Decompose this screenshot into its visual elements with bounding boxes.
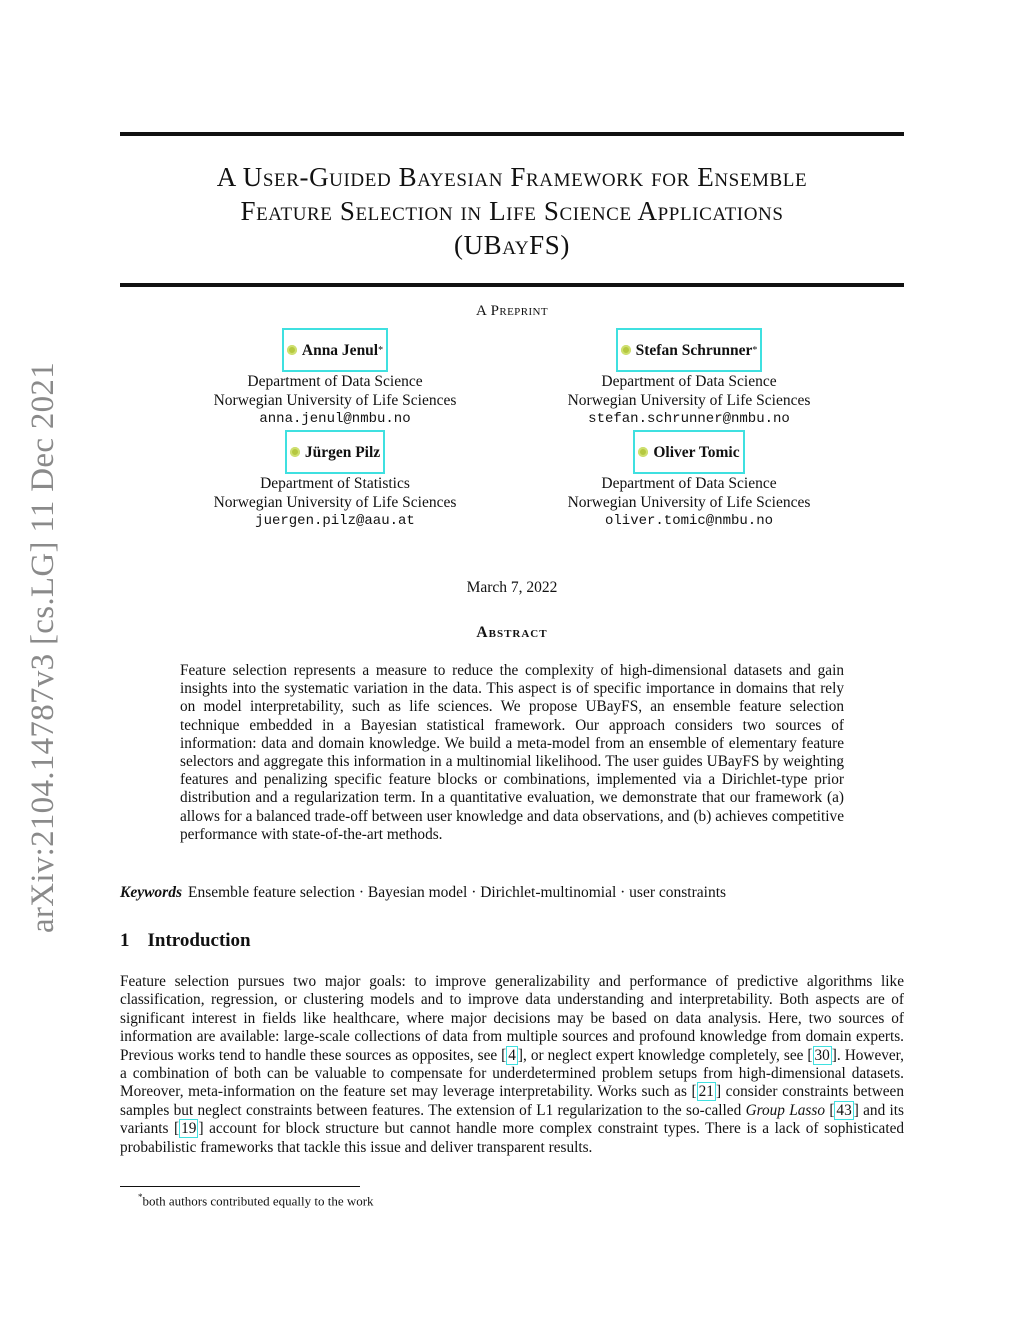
author-name-link[interactable] <box>282 328 388 372</box>
author-mark: * <box>378 344 384 356</box>
author-dept: Department of Data Science <box>601 475 777 492</box>
keywords-label: Keywords <box>120 884 182 901</box>
citation-link[interactable]: 21 <box>698 1083 714 1101</box>
citation-link[interactable]: 43 <box>836 1101 852 1119</box>
author-dept: Department of Data Science <box>247 373 423 390</box>
citation-link[interactable]: 30 <box>814 1046 830 1064</box>
citation-link[interactable]: 4 <box>508 1046 516 1064</box>
preprint-label: A Preprint <box>476 303 548 319</box>
keywords <box>120 884 904 902</box>
author-name: Anna Jenul <box>301 341 379 359</box>
text-run: [ <box>825 1101 835 1119</box>
author-email[interactable]: juergen.pilz@aau.at <box>255 513 415 529</box>
author-block <box>185 444 485 531</box>
author-block <box>539 444 839 531</box>
title-bottom-rule <box>120 283 904 287</box>
author-name-link[interactable] <box>633 430 744 474</box>
author-name-link[interactable] <box>616 328 763 372</box>
section-number: 1 <box>120 930 130 951</box>
orcid-icon[interactable] <box>621 345 631 355</box>
keywords-list: Ensemble feature selection · Bayesian model · Dirichlet-multinomial · user constraints <box>188 884 727 901</box>
top-rule <box>120 132 904 136</box>
abstract-heading: Abstract <box>476 624 548 641</box>
author-dept: Department of Statistics <box>260 475 410 492</box>
footnote-mark: * <box>138 1192 143 1202</box>
citation-link[interactable]: 19 <box>181 1120 197 1138</box>
author-email[interactable]: anna.jenul@nmbu.no <box>259 411 411 427</box>
section-heading <box>120 930 904 952</box>
orcid-icon[interactable] <box>287 345 297 355</box>
author-block <box>185 342 485 429</box>
arxiv-stamp-text: arXiv:2104.14787v3 [cs.LG] 11 Dec 2021 <box>25 361 62 933</box>
text-run: Feature selection pursues two major goals: to improve generalizability and performance of predictive algorithms like classification, regression, or clustering models and to improve data understanding and interpretability. Both aspects are of significant interest in fields like healthcare, where major decisions may be based on data analysis. Here, two sources of information are available: large-scale collections of data from multiple sources and profound knowledge from domain experts. Previous works tend to handle these sources as opposites, see [ <box>120 973 904 1064</box>
title-line: (UBayFS) <box>453 230 571 260</box>
text-run: ] account for block structure but cannot handle more complex constraint types. There is a lack of sophisticated probabilistic frameworks that tackle this issue and deliver transparent results. <box>120 1120 905 1156</box>
section-title: Introduction <box>147 930 251 951</box>
author-dept: Department of Data Science <box>601 373 777 390</box>
author-univ: Norwegian University of Life Sciences <box>213 392 457 409</box>
text-run: ], or neglect expert knowledge completely, see [ <box>517 1046 813 1064</box>
arxiv-stamp <box>24 352 64 942</box>
author-name: Stefan Schrunner <box>635 341 753 359</box>
paper-title <box>120 160 904 262</box>
abstract-text: Feature selection represents a measure to reduce the complexity of high-dimensional datasets and gain insights into the systematic variation in the data. This aspect is of specific importance in domains that rely on model interpretability, such as life sciences. We propose UBayFS, an ensemble feature selection technique embedded in a Bayesian statistical framework. Our approach considers two sources of information: data and domain knowledge. We build a meta-model from an ensemble of elementary feature selectors and aggregate this information in a multinomial likelihood. The user guides UBayFS by weighting features and penalizing specific feature blocks or combinations, implemented via a Dirichlet-type prior distribution and a regularization term. In a quantitative evaluation, we demonstrate that our framework (a) allows for a balanced trade-off between user knowledge and data observations, and (b) achieves competitive performance with state-of-the-art methods. <box>180 662 844 843</box>
text-run: ]. However, a combination of both can be valuable to compensate for underdetermined problem setups from high-dimensional datasets. Moreover, meta-information on the feature set may leverage interpretability. Works such as [ <box>120 1046 904 1101</box>
author-email[interactable]: oliver.tomic@nmbu.no <box>604 513 774 529</box>
emphasis-text: Group Lasso <box>745 1101 825 1119</box>
author-univ: Norwegian University of Life Sciences <box>567 392 811 409</box>
author-name: Jürgen Pilz <box>304 443 381 461</box>
author-name: Oliver Tomic <box>653 443 740 461</box>
author-univ: Norwegian University of Life Sciences <box>567 494 811 511</box>
orcid-icon[interactable] <box>638 447 648 457</box>
author-mark: * <box>752 344 758 356</box>
footnote-rule <box>120 1186 360 1187</box>
author-name-link[interactable] <box>285 430 385 474</box>
author-univ: Norwegian University of Life Sciences <box>213 494 457 511</box>
author-block <box>539 342 839 429</box>
author-email[interactable]: stefan.schrunner@nmbu.no <box>588 411 790 427</box>
title-line: A User-Guided Bayesian Framework for Ensemble <box>216 162 808 192</box>
footnote <box>138 1192 374 1209</box>
text-run: ] consider constraints between samples but neglect constraints between features. The extension of L1 regularization to the so-called <box>120 1083 904 1119</box>
intro-paragraph <box>120 973 904 1157</box>
text-run: ] and its variants [ <box>120 1101 904 1138</box>
footnote-text: both authors contributed equally to the work <box>142 1193 374 1209</box>
paper-date: March 7, 2022 <box>466 579 558 596</box>
orcid-icon[interactable] <box>290 447 300 457</box>
title-line: Feature Selection in Life Science Applications <box>240 196 784 226</box>
